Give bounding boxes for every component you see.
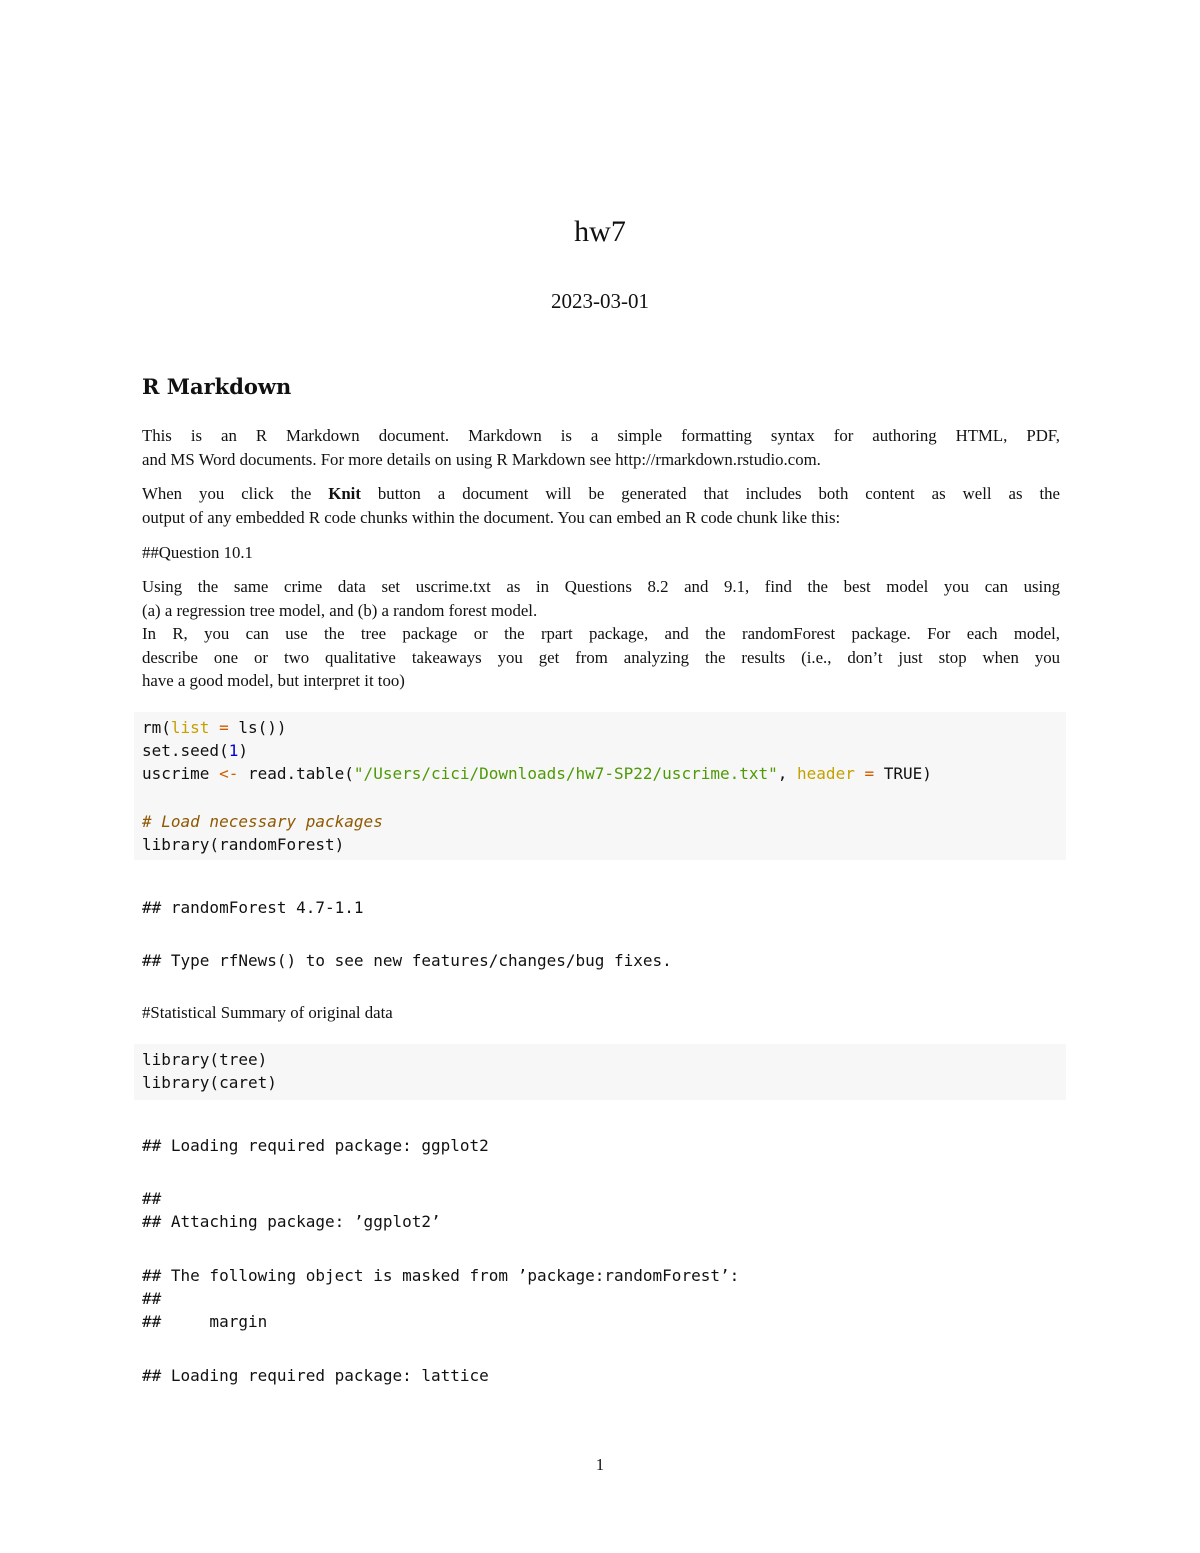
code-line: rm(list = ls()) [142,718,287,737]
question-line: Using the same crime data set uscrime.txt as in Questions 8.2 and 9.1, find the best model you can using [142,577,1060,596]
output-line: ## The following object is masked from ’package:randomForest’: [142,1266,740,1285]
knit-keyword: Knit [328,484,361,503]
code-line: uscrime <- read.table("/Users/cici/Downloads/hw7-SP22/uscrime.txt", header = TRUE) [142,764,932,783]
summary-heading: #Statistical Summary of original data [142,1003,393,1022]
question-line: have a good model, but interpret it too) [142,671,405,690]
knit-text: When you click the [142,484,312,503]
output-line: ## Type rfNews() to see new features/changes/bug fixes. [142,951,672,970]
output-line: ## [142,1289,162,1308]
output-line: ## [142,1189,162,1208]
question-line: In R, you can use the tree package or the rpart package, and the randomForest package. For each model, [142,624,1060,643]
knit-paragraph [142,482,1060,529]
output-line: ## Loading required package: lattice [142,1366,489,1385]
output-line: ## Attaching package: ’ggplot2’ [142,1212,441,1231]
section-heading: R Markdown [142,374,292,399]
question-line: (a) a regression tree model, and (b) a random forest model. [142,600,538,620]
code-line: library(tree) [142,1050,268,1069]
output-line: ## margin [142,1312,268,1331]
page-number: 1 [595,1455,605,1474]
question-paragraph [142,575,1060,693]
code-line: library(randomForest) [142,835,345,854]
question-heading: ##Question 10.1 [142,543,253,562]
knit-text: button a document will be generated that includes both content as well as the [377,484,1060,503]
output-line: ## Loading required package: ggplot2 [142,1136,489,1155]
document-title: hw7 [574,215,626,248]
intro-line: and MS Word documents. For more details on using R Markdown see http://rmarkdown.rstudio.com. [142,449,821,469]
code-comment: # Load necessary packages [142,812,383,831]
intro-line: This is an R Markdown document. Markdown is a simple formatting syntax for authoring HTML, PDF, [142,426,1060,445]
code-chunk [134,712,1066,860]
code-line: library(caret) [142,1073,277,1092]
document-date: 2023-03-01 [551,289,649,313]
intro-paragraph [142,424,1060,471]
code-chunk [134,1044,1066,1100]
output-line: ## randomForest 4.7-1.1 [142,898,364,917]
code-line: set.seed(1) [142,741,248,760]
knit-line [142,482,1060,506]
knit-line: output of any embedded R code chunks within the document. You can embed an R code chunk like this: [142,507,841,527]
question-line: describe one or two qualitative takeaways you get from analyzing the results (i.e., don’t just stop when you [142,647,1060,667]
